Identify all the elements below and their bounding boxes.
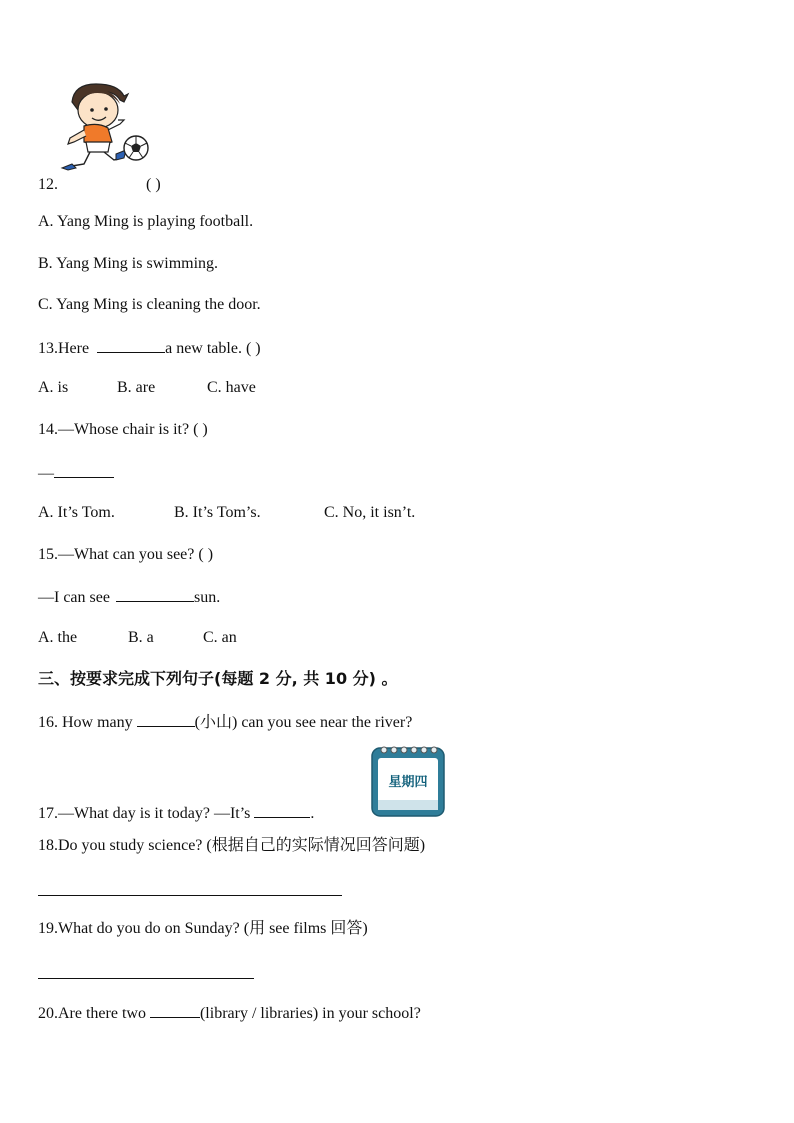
question-16-prefix: 16. How many <box>38 714 133 731</box>
question-12 <box>38 175 161 195</box>
question-20 <box>38 1002 421 1024</box>
question-13-prefix: 13.Here <box>38 340 90 357</box>
question-15: 15.—What can you see? ( ) <box>38 546 214 563</box>
question-17 <box>38 802 314 824</box>
question-12-option-c: C. Yang Ming is cleaning the door. <box>38 296 261 313</box>
question-14-blank[interactable] <box>54 462 114 478</box>
question-17-suffix: . <box>310 805 315 822</box>
question-20-prefix: 20.Are there two <box>38 1005 146 1022</box>
question-14-option-b: B. It’s Tom’s. <box>174 504 261 521</box>
question-13-blank[interactable] <box>97 337 165 353</box>
question-13-suffix: a new table. ( ) <box>165 340 261 357</box>
question-15-blank[interactable] <box>116 586 194 602</box>
question-15-reply-suffix: sun. <box>193 589 221 606</box>
calendar-icon <box>370 742 446 818</box>
question-14-option-c: C. No, it isn’t. <box>324 504 416 521</box>
question-16-suffix: (小山) can you see near the river? <box>194 714 413 731</box>
question-14-options <box>38 503 415 523</box>
question-12-paren: ( ) <box>146 176 161 193</box>
question-14-reply-dash: — <box>38 465 54 482</box>
boy-playing-football-image <box>58 80 154 172</box>
question-14: 14.—Whose chair is it? ( ) <box>38 421 208 438</box>
question-13-option-c: C. have <box>207 379 256 396</box>
question-17-prefix: 17.—What day is it today? —It’s <box>38 805 251 822</box>
calendar-text: 星期四 <box>388 775 428 790</box>
question-16-blank[interactable] <box>137 711 195 727</box>
question-12-number: 12. <box>38 176 58 193</box>
question-15-reply <box>38 586 220 608</box>
question-12-option-a: A. Yang Ming is playing football. <box>38 213 254 230</box>
question-15-reply-prefix: —I can see <box>38 589 110 606</box>
question-13-option-a: A. is <box>38 379 69 396</box>
question-19-answer-line[interactable] <box>38 978 254 979</box>
question-15-option-a: A. the <box>38 629 78 646</box>
question-20-blank[interactable] <box>150 1002 200 1018</box>
section-3-heading: 三、按要求完成下列句子(每题 2 分, 共 10 分) 。 <box>38 669 398 688</box>
question-20-suffix: (library / libraries) in your school? <box>199 1005 421 1022</box>
question-15-option-b: B. a <box>128 629 154 646</box>
question-13-option-b: B. are <box>117 379 156 396</box>
question-15-options <box>38 628 237 648</box>
question-18-answer-line[interactable] <box>38 895 342 896</box>
question-19: 19.What do you do on Sunday? (用 see films 回答) <box>38 920 368 937</box>
question-18: 18.Do you study science? (根据自己的实际情况回答问题) <box>38 837 426 854</box>
question-17-blank[interactable] <box>254 802 310 818</box>
question-16 <box>38 711 412 733</box>
question-15-option-c: C. an <box>203 629 237 646</box>
question-14-reply <box>38 462 114 484</box>
question-13 <box>38 337 261 359</box>
question-14-option-a: A. It’s Tom. <box>38 504 115 521</box>
question-13-options <box>38 378 256 398</box>
question-12-option-b: B. Yang Ming is swimming. <box>38 255 219 272</box>
